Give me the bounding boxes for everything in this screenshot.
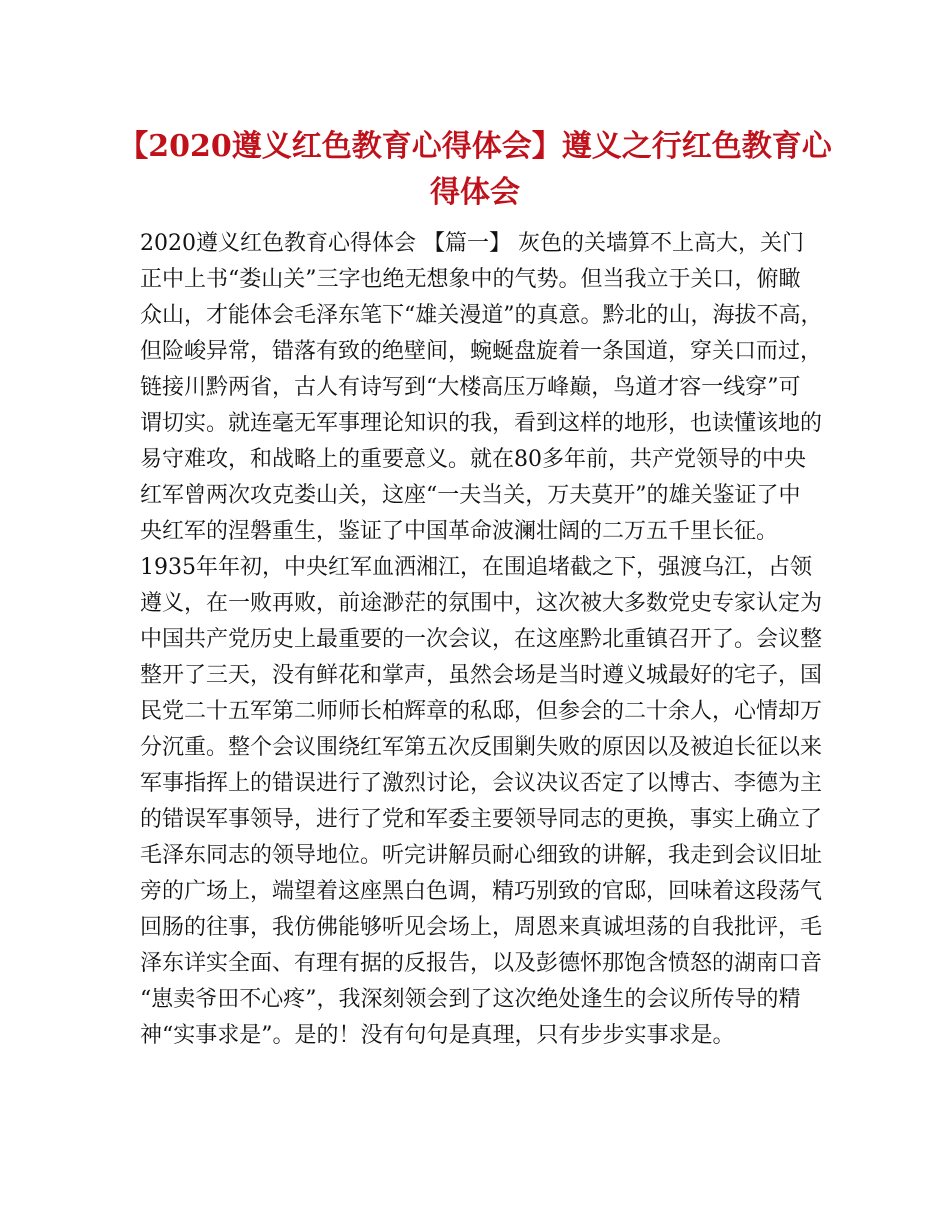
body-line: 中国共产党历史上最重要的一次会议，在这座黔北重镇召开了。会议整 xyxy=(140,627,823,652)
body-line: 1935年年初，中央红军血洒湘江，在围追堵截之下，强渡乌江，占领 xyxy=(140,555,812,580)
body-line: 神“实事求是”。是的！没有句句是真理，只有步步实事求是。 xyxy=(140,1023,735,1048)
body-line: 毛泽东同志的领导地位。听完讲解员耐心细致的讲解，我走到会议旧址 xyxy=(140,843,823,868)
body-line: 回肠的往事，我仿佛能够听见会场上，周恩来真诚坦荡的自我批评，毛 xyxy=(140,915,823,940)
body-line: 谓切实。就连毫无军事理论知识的我，看到这样的地形，也读懂该地的 xyxy=(140,411,823,436)
body-line: 正中上书“娄山关”三字也绝无想象中的气势。但当我立于关口，俯瞰 xyxy=(140,267,801,292)
body-line: 民党二十五军第二师师长柏辉章的私邸，但参会的二十余人，心情却万 xyxy=(140,699,823,724)
body-line: 链接川黔两省，古人有诗写到“大楼高压万峰巅，鸟道才容一线穿”可 xyxy=(140,375,801,400)
body-line: 旁的广场上，端望着这座黑白色调，精巧别致的官邸，回味着这段荡气 xyxy=(140,879,823,904)
document-title-line-2: 得体会 xyxy=(430,175,520,210)
body-line: 整开了三天，没有鲜花和掌声，虽然会场是当时遵义城最好的宅子，国 xyxy=(140,663,823,688)
body-line: 红军曾两次攻克娄山关，这座“一夫当关，万夫莫开”的雄关鉴证了中 xyxy=(140,483,801,508)
body-line: 众山，才能体会毛泽东笔下“雄关漫道”的真意。黔北的山，海拔不高， xyxy=(140,303,823,328)
body-line: 2020遵义红色教育心得体会 【篇一】 灰色的关墙算不上高大，关门 xyxy=(140,231,804,256)
body-line: 分沉重。整个会议围绕红军第五次反围剿失败的原因以及被迫长征以来 xyxy=(140,735,823,760)
body-line: 但险峻异常，错落有致的绝壁间，蜿蜒盘旋着一条国道，穿关口而过， xyxy=(140,339,823,364)
body-line: 易守难攻，和战略上的重要意义。就在80多年前，共产党领导的中央 xyxy=(140,447,806,472)
body-line: 遵义，在一败再败，前途渺茫的氛围中，这次被大多数党史专家认定为 xyxy=(140,591,823,616)
body-line: 泽东详实全面、有理有据的反报告，以及彭德怀那饱含愤怒的湖南口音 xyxy=(140,951,823,976)
document-title-line-1: 【2020遵义红色教育心得体会】遵义之行红色教育心 xyxy=(118,129,832,164)
body-line: 的错误军事领导，进行了党和军委主要领导同志的更换，事实上确立了 xyxy=(140,807,823,832)
body-line: 央红军的涅磐重生，鉴证了中国革命波澜壮阔的二万五千里长征。 xyxy=(140,519,779,544)
body-line: 军事指挥上的错误进行了激烈讨论，会议决议否定了以博古、李德为主 xyxy=(140,771,823,796)
body-line: “崽卖爷田不心疼”，我深刻领会到了这次绝处逢生的会议所传导的精 xyxy=(140,987,801,1012)
